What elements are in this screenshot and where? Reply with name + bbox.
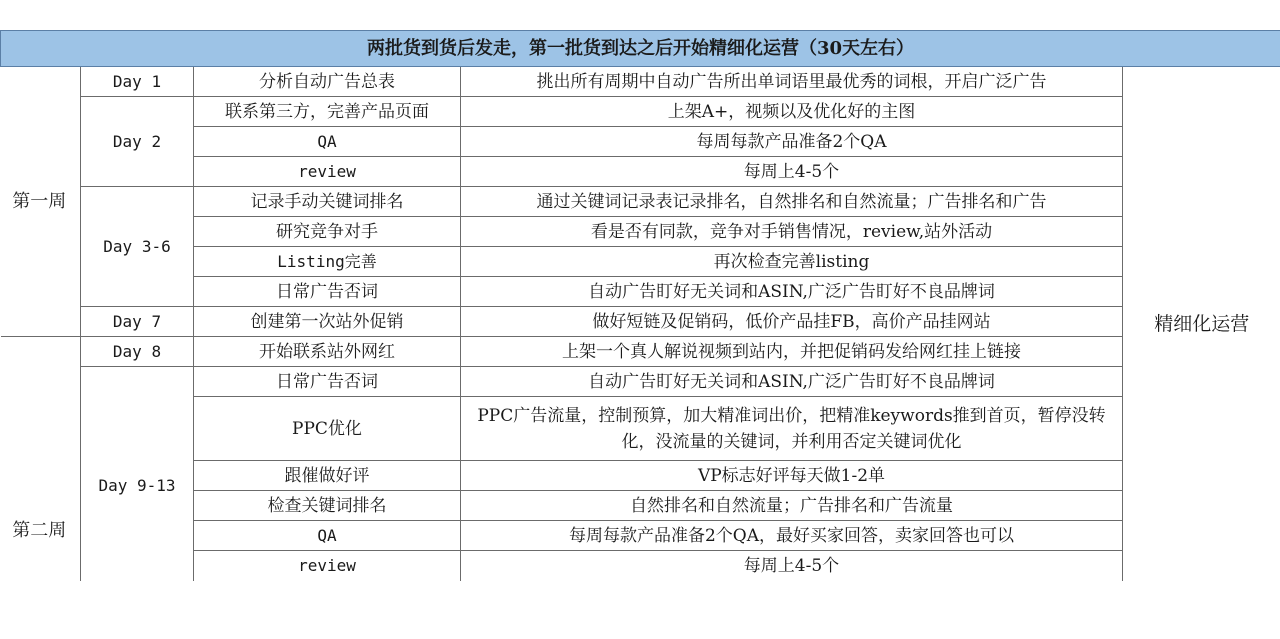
detail-cell: 自动广告盯好无关词和ASIN,广泛广告盯好不良品牌词 bbox=[461, 367, 1123, 397]
task-cell: review bbox=[194, 157, 461, 187]
task-cell: PPC优化 bbox=[194, 397, 461, 461]
day-label: Day 7 bbox=[81, 307, 194, 337]
operations-schedule-table bbox=[0, 30, 1280, 581]
detail-cell: 每周每款产品准备2个QA，最好买家回答，卖家回答也可以 bbox=[461, 521, 1123, 551]
detail-cell: 每周上4-5个 bbox=[461, 157, 1123, 187]
detail-cell: 每周每款产品准备2个QA bbox=[461, 127, 1123, 157]
week-label: 第二周 bbox=[1, 337, 81, 581]
detail-cell: 做好短链及促销码，低价产品挂FB，高价产品挂网站 bbox=[461, 307, 1123, 337]
task-cell: Listing完善 bbox=[194, 247, 461, 277]
task-cell: 日常广告否词 bbox=[194, 367, 461, 397]
day-label: Day 9-13 bbox=[81, 367, 194, 581]
detail-cell: 看是否有同款，竞争对手销售情况，review,站外活动 bbox=[461, 217, 1123, 247]
detail-cell: 上架A+，视频以及优化好的主图 bbox=[461, 97, 1123, 127]
detail-cell: PPC广告流量，控制预算，加大精准词出价，把精准keywords推到首页，暂停没转化，没流量的关键词，并利用否定关键词优化 bbox=[461, 397, 1123, 461]
detail-cell: 自动广告盯好无关词和ASIN,广泛广告盯好不良品牌词 bbox=[461, 277, 1123, 307]
task-cell: 分析自动广告总表 bbox=[194, 67, 461, 97]
detail-cell: 每周上4-5个 bbox=[461, 551, 1123, 581]
table-row bbox=[1, 97, 1280, 127]
table-row bbox=[1, 67, 1280, 97]
detail-cell: 自然排名和自然流量；广告排名和广告流量 bbox=[461, 491, 1123, 521]
phase-label: 精细化运营 bbox=[1123, 67, 1280, 581]
task-cell: 记录手动关键词排名 bbox=[194, 187, 461, 217]
table-row bbox=[1, 187, 1280, 217]
task-cell: QA bbox=[194, 521, 461, 551]
spreadsheet bbox=[0, 30, 1280, 581]
task-cell: 开始联系站外网红 bbox=[194, 337, 461, 367]
task-cell: 创建第一次站外促销 bbox=[194, 307, 461, 337]
detail-cell: 上架一个真人解说视频到站内，并把促销码发给网红挂上链接 bbox=[461, 337, 1123, 367]
table-row bbox=[1, 367, 1280, 397]
detail-cell: VP标志好评每天做1-2单 bbox=[461, 461, 1123, 491]
day-label: Day 8 bbox=[81, 337, 194, 367]
table-title: 两批货到货后发走，第一批货到达之后开始精细化运营（30天左右） bbox=[1, 31, 1280, 67]
detail-cell: 再次检查完善listing bbox=[461, 247, 1123, 277]
detail-cell: 挑出所有周期中自动广告所出单词语里最优秀的词根，开启广泛广告 bbox=[461, 67, 1123, 97]
table-row bbox=[1, 337, 1280, 367]
task-cell: 日常广告否词 bbox=[194, 277, 461, 307]
task-cell: QA bbox=[194, 127, 461, 157]
day-label: Day 1 bbox=[81, 67, 194, 97]
day-label: Day 3-6 bbox=[81, 187, 194, 307]
detail-cell: 通过关键词记录表记录排名，自然排名和自然流量；广告排名和广告 bbox=[461, 187, 1123, 217]
task-cell: 联系第三方，完善产品页面 bbox=[194, 97, 461, 127]
task-cell: 跟催做好评 bbox=[194, 461, 461, 491]
task-cell: review bbox=[194, 551, 461, 581]
task-cell: 研究竞争对手 bbox=[194, 217, 461, 247]
table-row bbox=[1, 307, 1280, 337]
task-cell: 检查关键词排名 bbox=[194, 491, 461, 521]
week-label: 第一周 bbox=[1, 67, 81, 337]
day-label: Day 2 bbox=[81, 97, 194, 187]
